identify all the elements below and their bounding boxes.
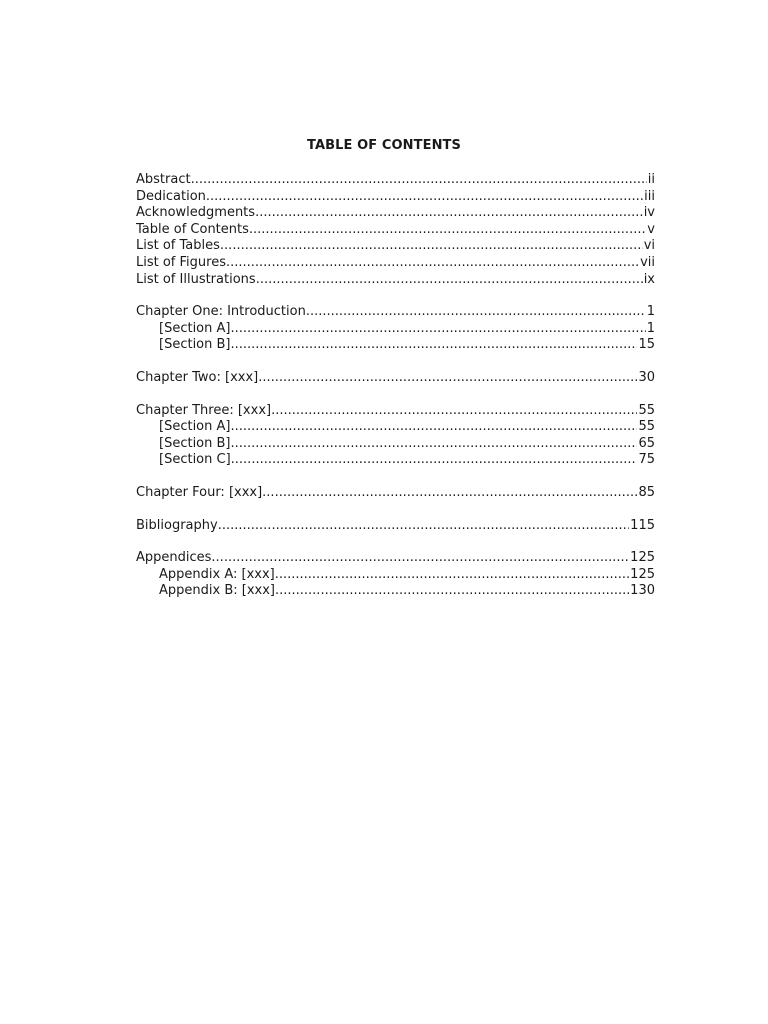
toc-entry-label: Appendices [136, 550, 212, 566]
toc-entry-label: [Section B] [159, 435, 231, 451]
toc-entry-label: Appendix B: [xxx] [159, 583, 275, 599]
toc-subentry [136, 452, 655, 469]
toc-entry-label: List of Figures [136, 254, 226, 270]
toc-dot-leader [230, 321, 645, 338]
toc-group [136, 172, 655, 288]
toc-dot-leader [191, 172, 647, 189]
toc-entry [136, 272, 655, 289]
toc-page-number: 30 [638, 369, 655, 385]
toc-page-number: 15 [638, 337, 655, 353]
toc-entry-label: Chapter Three: [xxx] [136, 402, 272, 418]
toc-subentry [136, 321, 655, 338]
toc-dot-leader [231, 452, 638, 469]
page-title: TABLE OF CONTENTS [306, 138, 461, 153]
toc-subentry [136, 583, 655, 600]
toc-entry-label: Abstract [136, 172, 191, 187]
toc-entry [136, 222, 655, 239]
toc-dot-leader [258, 370, 637, 387]
toc-page-number: 130 [630, 583, 655, 599]
toc-page-number: ii [647, 172, 655, 187]
toc-page-number: vi [643, 238, 655, 254]
toc-entry-label: Chapter Four: [xxx] [136, 484, 263, 500]
toc-entry-label: Dedication [136, 188, 206, 204]
toc-group [136, 304, 655, 354]
toc-page-number: 85 [638, 484, 655, 500]
toc-entry [136, 304, 655, 321]
toc-entry [136, 485, 655, 502]
toc-dot-leader [231, 436, 638, 453]
toc-entry-label: List of Illustrations [136, 271, 256, 287]
toc-entry-label: Table of Contents [136, 221, 249, 237]
toc-group [136, 518, 655, 535]
toc-entry-label: [Section B] [159, 337, 231, 353]
toc-dot-leader [275, 583, 629, 600]
toc-dot-leader [220, 238, 643, 255]
toc-group [136, 550, 655, 600]
toc-dot-leader [211, 550, 629, 567]
toc-entry-label: Chapter Two: [xxx] [136, 369, 259, 385]
toc-dot-leader [275, 567, 629, 584]
toc-dot-leader [256, 272, 643, 289]
toc-subentry [136, 419, 655, 436]
toc-dot-leader [231, 337, 638, 354]
toc-page-number: 1 [646, 320, 655, 336]
toc-page-number: iii [644, 188, 655, 204]
toc-group [136, 485, 655, 502]
toc-dot-leader [226, 255, 639, 272]
toc-subentry [136, 436, 655, 453]
toc-entry-label: Bibliography [136, 517, 218, 533]
toc-entry-label: Chapter One: Introduction [136, 304, 306, 320]
toc-entry-label: List of Tables [136, 238, 220, 254]
toc-page-number: 115 [630, 517, 655, 533]
toc-dot-leader [306, 304, 646, 321]
toc-page-number: 55 [638, 419, 655, 435]
toc-page-number: iv [643, 205, 655, 221]
toc-dot-leader [255, 205, 643, 222]
toc-entry [136, 403, 655, 420]
toc-page-number: 55 [638, 402, 655, 418]
toc-page-number: ix [643, 271, 655, 287]
toc-entry [136, 370, 655, 387]
toc-subentry [136, 337, 655, 354]
toc-dot-leader [230, 419, 637, 436]
toc-entry [136, 550, 655, 567]
toc-entry [136, 518, 655, 535]
toc-subentry [136, 567, 655, 584]
toc-dot-leader [206, 189, 643, 206]
toc-page-number: 125 [630, 550, 655, 566]
toc-entry-label: [Section A] [159, 320, 231, 336]
toc-entry-label: [Section C] [159, 452, 231, 468]
toc-entry [136, 205, 655, 222]
toc-entry-label: Appendix A: [xxx] [159, 566, 275, 582]
toc-group [136, 403, 655, 469]
toc-page-number: 1 [646, 304, 655, 320]
toc-page-number: 75 [638, 452, 655, 468]
toc-page-number: 125 [630, 566, 655, 582]
toc-entry [136, 172, 655, 189]
toc-entry-label: Acknowledgments [136, 205, 256, 221]
toc-dot-leader [218, 518, 629, 535]
toc-page-number: v [647, 221, 655, 237]
toc-page-number: vii [640, 254, 655, 270]
toc-entry [136, 238, 655, 255]
toc-list [136, 172, 655, 616]
toc-entry [136, 189, 655, 206]
toc-entry [136, 255, 655, 272]
toc-entry-label: [Section A] [159, 419, 231, 435]
toc-dot-leader [271, 403, 637, 420]
toc-page-number: 65 [638, 435, 655, 451]
toc-group [136, 370, 655, 387]
toc-dot-leader [262, 485, 637, 502]
toc-dot-leader [249, 222, 646, 239]
